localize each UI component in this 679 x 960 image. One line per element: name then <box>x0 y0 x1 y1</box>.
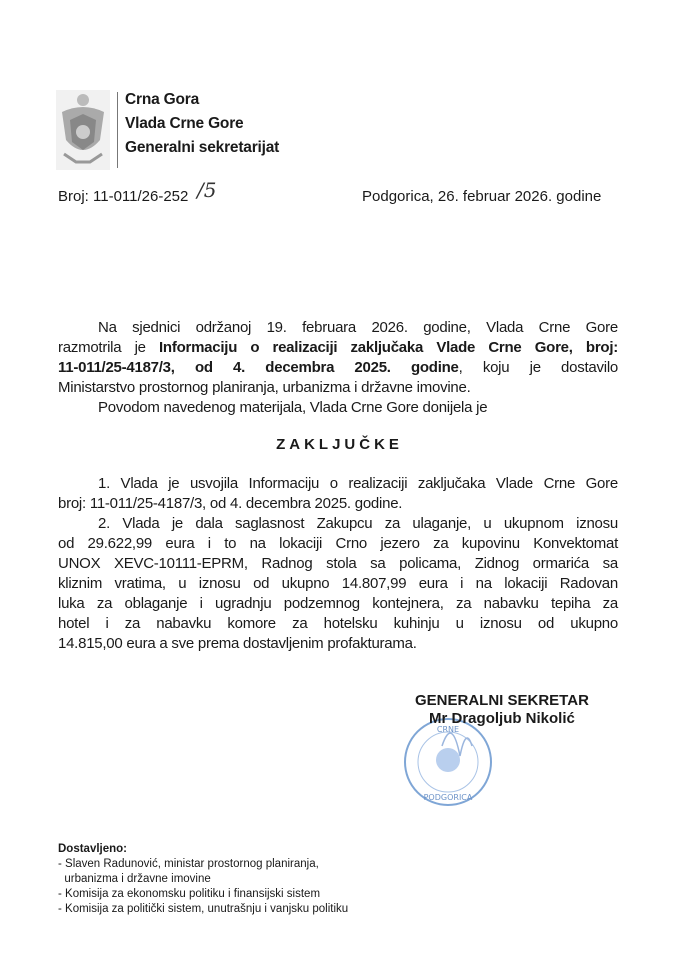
intro-line: Ministarstvo prostornog planiranja, urbanizma i državne imovine. <box>58 379 471 396</box>
intro-text: razmotrila je <box>58 339 160 356</box>
conclusion-1-line: 1. Vlada je usvojila Informaciju o realizaciji zaključaka Vlade Crne Gore <box>98 475 618 492</box>
distribution-list <box>58 842 348 917</box>
intro-line <box>58 338 618 358</box>
intro-bold-text: 11-011/25-4187/3, od 4. decembra 2025. godine <box>58 359 459 376</box>
intro-bold-text: Informaciju o realizaciji zaključaka Vlade Crne Gore, broj: <box>159 339 618 356</box>
coat-of-arms-icon <box>56 90 110 170</box>
header-country: Crna Gora <box>125 91 199 108</box>
header-government: Vlada Crne Gore <box>125 115 244 132</box>
intro-line: Na sjednici održanoj 19. februara 2026. godine, Vlada Crne Gore <box>98 319 618 336</box>
distribution-item: - Komisija za politički sistem, unutrašnju i vanjsku politiku <box>58 903 349 915</box>
intro-line: Povodom navedenog materijala, Vlada Crne Gore donijela je <box>98 399 488 416</box>
distribution-item: - Slaven Radunović, ministar prostornog planiranja, <box>58 858 319 870</box>
signature-block <box>415 692 589 728</box>
header-divider <box>117 92 118 168</box>
signatory-name: Mr Dragoljub Nikolić <box>429 710 575 727</box>
intro-paragraph <box>58 318 618 418</box>
conclusion-2-line: 2. Vlada je dala saglasnost Zakupcu za ulaganje, u ukupnom iznosu <box>98 515 618 532</box>
document-number: Broj: 11-011/26-252 <box>58 188 189 205</box>
signatory-title: GENERALNI SEKRETAR <box>415 692 589 709</box>
intro-line <box>58 358 618 378</box>
handwritten-number: /5 <box>197 178 217 202</box>
distribution-item: - Komisija za ekonomsku politiku i finansijski sistem <box>58 888 321 900</box>
distribution-heading: Dostavljeno: <box>58 843 128 855</box>
conclusion-2-line: kliznim vratima, u iznosu od ukupno 14.807,99 eura i na lokaciji Radovan <box>58 575 618 592</box>
svg-text:PODGORICA: PODGORICA <box>423 793 473 802</box>
intro-text: , koju je dostavilo <box>458 359 618 376</box>
conclusion-2-line: 14.815,00 eura a sve prema dostavljenim profakturama. <box>58 635 417 652</box>
conclusions-title: ZAKLJUČKE <box>276 436 403 453</box>
conclusion-1-line: broj: 11-011/25-4187/3, od 4. decembra 2025. godine. <box>58 495 403 512</box>
svg-text:CRNE: CRNE <box>436 725 460 734</box>
conclusion-2-line: hotel i za nabavku komore za hotelsku kuhinju u iznosu od ukupno <box>58 615 618 632</box>
conclusion-2-line: UNOX XEVC-10111-EPRM, Radnog stola sa policama, Zidnog ormarića sa <box>58 555 618 572</box>
header-secretariat: Generalni sekretarijat <box>125 139 280 156</box>
conclusion-2-line: luka za oblaganje i ugradnju podzemnog kontejnera, za nabavku tepiha za <box>58 595 618 612</box>
conclusions-list <box>58 474 618 654</box>
document-date: Podgorica, 26. februar 2026. godine <box>362 188 602 205</box>
official-stamp <box>402 716 494 808</box>
conclusion-2-line: od 29.622,99 eura i to na lokaciji Crno jezero za kupovinu Konvektomat <box>58 535 618 552</box>
distribution-item: urbanizma i državne imovine <box>58 873 211 885</box>
